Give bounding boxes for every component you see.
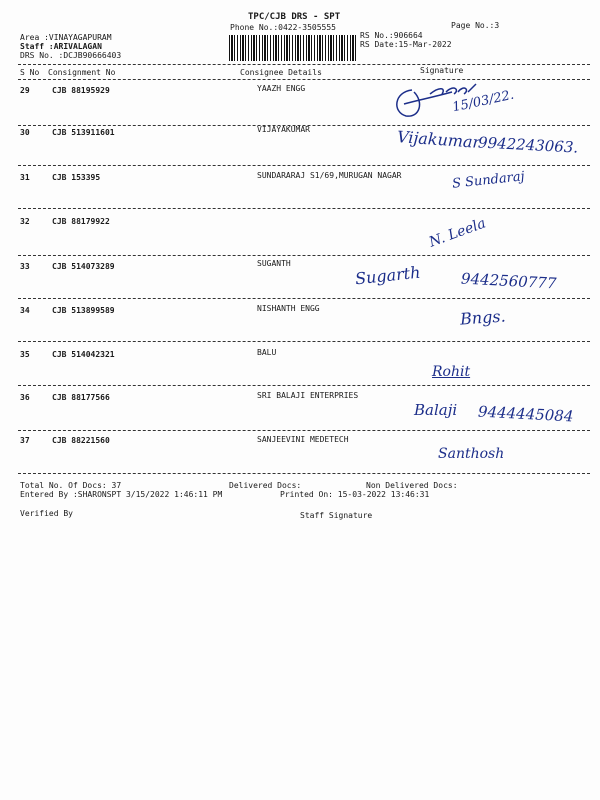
- row-30-phone: 9942243063.: [477, 133, 579, 157]
- row-consignment: CJB 88195929: [52, 86, 110, 95]
- row-consignment: CJB 514073289: [52, 262, 115, 271]
- row-consignment: CJB 514042321: [52, 350, 115, 359]
- area-label: Area :VINAYAGAPURAM: [20, 33, 112, 42]
- row-35-signature: Rohit: [432, 364, 471, 380]
- row-divider: [18, 341, 590, 342]
- row-divider: [18, 208, 590, 209]
- row-consignment: CJB 88221560: [52, 436, 110, 445]
- row-consignee: SANJEEVINI MEDETECH: [257, 435, 349, 444]
- row-divider: [18, 165, 590, 166]
- row-consignment: CJB 88179922: [52, 217, 110, 226]
- col-header-s-no: S No: [20, 68, 40, 77]
- row-32-signature: N. Leela: [427, 215, 488, 251]
- col-header-consignee: Consignee Details: [240, 68, 322, 77]
- row-s-no: 29: [20, 86, 30, 95]
- row-s-no: 31: [20, 173, 30, 182]
- row-consignment: CJB 513899589: [52, 306, 115, 315]
- row-consignee: BALU: [257, 348, 277, 357]
- row-s-no: 30: [20, 128, 30, 137]
- verified-by: Verified By: [20, 509, 73, 518]
- row-consignment: CJB 153395: [52, 173, 101, 182]
- entered-by: Entered By :SHARONSPT 3/15/2022 1:46:11 PM: [20, 490, 223, 499]
- non-delivered-docs: Non Delivered Docs:: [366, 481, 458, 490]
- staff-signature: Staff Signature: [300, 511, 373, 520]
- col-header-consignment: Consignment No: [48, 68, 116, 77]
- row-29-date: 15/03/22.: [451, 87, 516, 116]
- delivered-docs: Delivered Docs:: [229, 481, 302, 490]
- row-consignee: YAAZH ENGG: [257, 84, 306, 93]
- row-consignee: SUNDARARAJ S1/69,MURUGAN NAGAR: [257, 171, 402, 180]
- staff-label: Staff :ARIVALAGAN: [20, 42, 102, 51]
- divider: [18, 64, 590, 65]
- document-title: TPC/CJB DRS - SPT: [248, 12, 341, 22]
- row-divider: [18, 385, 590, 386]
- row-consignment: CJB 513911601: [52, 128, 115, 137]
- row-divider: [18, 430, 590, 431]
- row-divider: [18, 473, 590, 474]
- row-33-phone: 9442560777: [460, 269, 557, 293]
- col-header-signature: Signature: [420, 66, 464, 75]
- row-36-signature: Balaji: [414, 401, 458, 419]
- row-consignee: SRI BALAJI ENTERPRIES: [257, 391, 359, 400]
- drs-number: DRS No. :DCJB90666403: [20, 51, 122, 60]
- row-s-no: 32: [20, 217, 30, 226]
- row-s-no: 37: [20, 436, 30, 445]
- phone-number: Phone No.:0422-3505555: [230, 23, 336, 32]
- row-consignee: SUGANTH: [257, 259, 291, 268]
- rs-date: RS Date:15-Mar-2022: [360, 40, 452, 49]
- row-s-no: 36: [20, 393, 30, 402]
- row-s-no: 33: [20, 262, 30, 271]
- rs-number: RS No.:906664: [360, 31, 423, 40]
- row-33-signature: Sugarth: [354, 262, 422, 289]
- row-consignee: NISHANTH ENGG: [257, 304, 320, 313]
- row-divider: [18, 298, 590, 299]
- row-s-no: 35: [20, 350, 30, 359]
- row-consignment: CJB 88177566: [52, 393, 110, 402]
- row-34-signature: Bngs.: [459, 306, 507, 329]
- barcode: [229, 35, 356, 61]
- row-37-signature: Santhosh: [438, 446, 505, 462]
- row-31-signature: S Sundaraj: [451, 169, 526, 192]
- printed-on: Printed On: 15-03-2022 13:46:31: [280, 490, 430, 499]
- row-consignee: VIJAYAKUMAR: [257, 125, 310, 134]
- page-number: Page No.:3: [451, 21, 500, 30]
- row-s-no: 34: [20, 306, 30, 315]
- row-30-signature: Vijakumar: [396, 127, 481, 152]
- total-docs: Total No. Of Docs: 37: [20, 481, 122, 490]
- row-36-phone: 9444445084: [477, 402, 574, 426]
- row-divider: [18, 255, 590, 256]
